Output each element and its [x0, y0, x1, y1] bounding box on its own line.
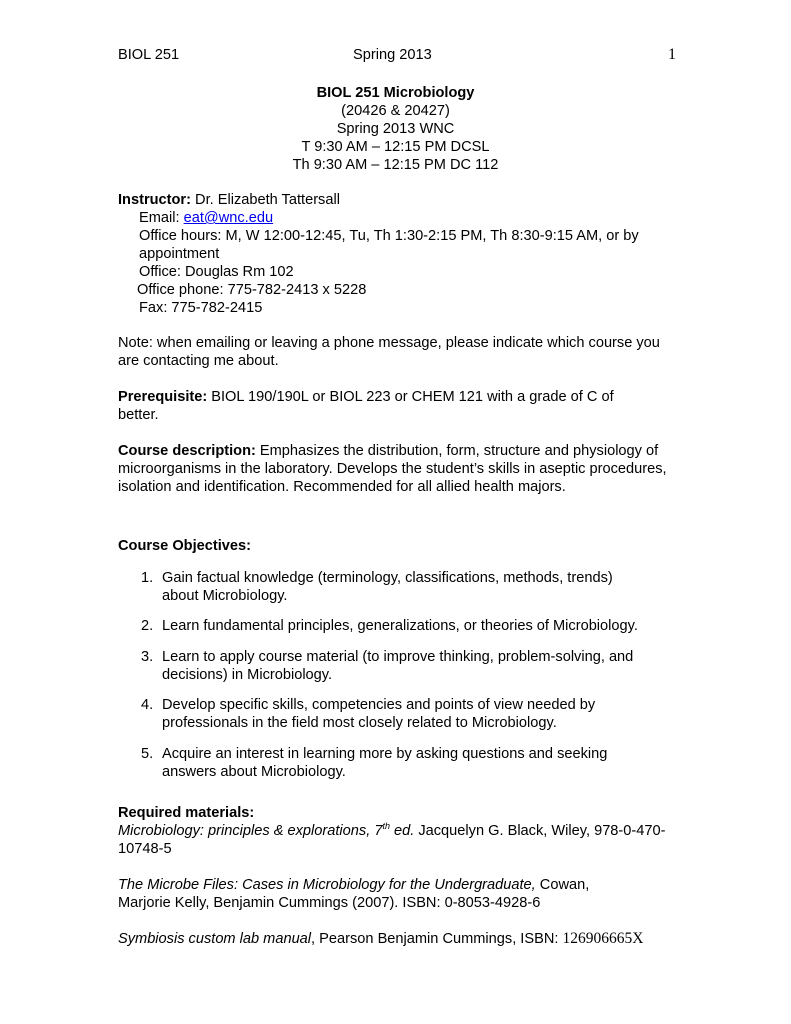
email-link[interactable]: eat@wnc.edu: [183, 210, 274, 226]
objective-item: Acquire an interest in learning more by asking questions and seeking answers about Microbiology.: [162, 746, 608, 780]
office-hours-cont: appointment: [139, 246, 220, 262]
instructor-line: [118, 191, 340, 209]
contact-note: Note: when emailing or leaving a phone message, please indicate which course you are contacting me about.: [118, 335, 660, 369]
course-description: Course description: Emphasizes the distribution, form, structure and physiology of microorganisms in the laboratory. Develops the student’s skills in aseptic procedures, isolation and identification. Recommended for all allied health majors.: [118, 443, 667, 495]
textbook-entry: Microbiology: principles & explorations, 7th ed. Jacquelyn G. Black, Wiley, 978-0-470-10748-5: [118, 821, 666, 857]
office-phone: Office phone: 775-782-2413 x 5228: [137, 282, 367, 298]
objective-number: 4.: [141, 697, 154, 713]
office-hours: Office hours: M, W 12:00-12:45, Tu, Th 1:30-2:15 PM, Th 8:30-9:15 AM, or by: [139, 228, 639, 244]
objective-item: Learn to apply course material (to improve thinking, problem-solving, and decisions) in Microbiology.: [162, 649, 634, 683]
objectives-heading: Course Objectives:: [118, 538, 252, 554]
email-line: Email: eat@wnc.edu: [139, 210, 274, 226]
instructor-label: Instructor:: [118, 192, 191, 208]
header-term: Spring 2013: [353, 47, 432, 63]
casebook-entry: The Microbe Files: Cases in Microbiology for the Undergraduate, Cowan, Marjorie Kelly, Benjamin Cummings (2007). ISBN: 0-8053-4928-6: [118, 877, 590, 911]
objective-number: 5.: [141, 746, 154, 762]
tuesday-schedule: T 9:30 AM – 12:15 PM DCSL: [301, 139, 490, 155]
objective-number: 1.: [141, 570, 154, 586]
fax: Fax: 775-782-2415: [139, 300, 263, 316]
prerequisite: Prerequisite: BIOL 190/190L or BIOL 223 or CHEM 121 with a grade of C of better.: [118, 389, 614, 423]
section-numbers: (20426 & 20427): [341, 103, 450, 119]
instructor-name: Dr. Elizabeth Tattersall: [190, 192, 340, 208]
objective-number: 2.: [141, 618, 154, 634]
term-campus: Spring 2013 WNC: [336, 121, 455, 137]
header-course: BIOL 251: [118, 47, 180, 63]
lab-manual-entry: Symbiosis custom lab manual, Pearson Benjamin Cummings, ISBN: 126906665X: [118, 930, 644, 947]
objective-item: Learn fundamental principles, generalizations, or theories of Microbiology.: [162, 618, 638, 634]
thursday-schedule: Th 9:30 AM – 12:15 PM DC 112: [292, 157, 499, 173]
objective-number: 3.: [141, 649, 154, 665]
page-number: 1: [668, 46, 676, 63]
objective-item: Develop specific skills, competencies and points of view needed by professionals in the field most closely related to Microbiology.: [162, 697, 596, 731]
objective-item: Gain factual knowledge (terminology, classifications, methods, trends) about Microbiology.: [162, 570, 613, 604]
office-location: Office: Douglas Rm 102: [139, 264, 294, 280]
materials-heading: Required materials:: [118, 805, 255, 821]
course-title: BIOL 251 Microbiology: [316, 85, 475, 101]
